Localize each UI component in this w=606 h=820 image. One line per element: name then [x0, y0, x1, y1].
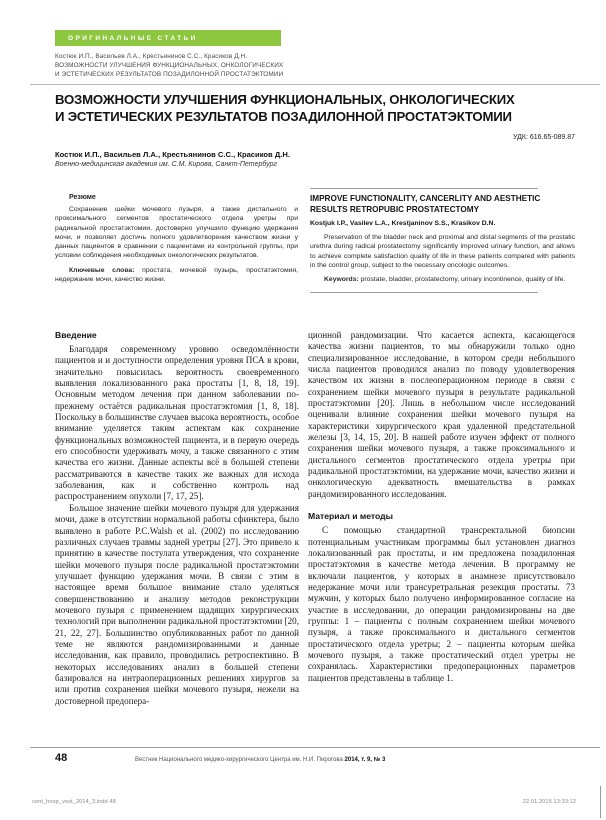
running-head-title-line2: И ЭСТЕТИЧЕСКИХ РЕЗУЛЬТАТОВ ПОЗАДИЛОННОЙ ПРОСТАТЭКТОМИИ	[55, 70, 284, 78]
abstract-ru-keywords	[55, 266, 298, 285]
abstract-en-title-line1: IMPROVE FUNCTIONALITY, CANCERLITY AND AESTHETIC	[310, 194, 541, 203]
article-authors: Костюк И.П., Васильев Л.А., Крестьянинов С.С., Красиков Д.Н.	[55, 150, 290, 159]
abstract-en-title	[310, 194, 575, 215]
section-heading-introduction: Введение	[55, 330, 97, 340]
abstract-ru-text: Сохранение шейки мочевого пузыря, а также дистального и проксимального сегментов простатического отдела уретры при радикальной простатэктомии, достоверно улучшило функцию удержания мочи, и позволяет достичь полного удовлетворения качеством жизни у данных пациентов в сравнении с пациентами из контрольной группы, при условии соблюдения необходимых онкологических результатов.	[55, 206, 298, 260]
crop-mark	[600, 786, 601, 818]
section-heading-methods: Материал и методы	[308, 511, 393, 522]
print-file-mark: cent_hosp_vest_2014_3.indd 48	[32, 799, 116, 805]
abstract-section	[55, 188, 575, 293]
abstract-english	[310, 188, 575, 293]
abstract-en-bottom-rule	[310, 292, 538, 293]
running-head-authors: Костюк И.П., Васильев Л.А., Крестьянинов С.С., Красиков Д.Н.	[55, 53, 248, 60]
body-paragraph: С помощью стандартной трансректальной биопсии потенциальным участникам программы был установлен диагноз локализованный рак простаты, и им предложена позадилонная простатэктомия в качестве метода лечения. В программу не включали пациентов, у которых в анамнезе присутствовало недержание мочи или трансуретральная резекция простаты. 73 мужчин, у которых было получено информированное согласие на участие в исследовании, до операции рандомизированы на две группы: 1 – пациенты с полным сохранением шейки мочевого пузыря, а также проксимального и дистального сегментов простатического отдела уретры; 2 – пациенты которым шейка мочевого пузыря, а также простатический отдел уретры не сохранялась. Характеристики предоперационных параметров пациентов представлены в таблице 1.	[308, 525, 575, 683]
abstract-ru-keywords-label: Ключевые слова:	[69, 266, 135, 274]
section-badge: ОРИГИНАЛЬНЫЕ СТАТЬИ	[55, 30, 281, 46]
running-head-title-line1: ВОЗМОЖНОСТИ УЛУЧШЕНИЯ ФУНКЦИОНАЛЬНЫХ, ОНКОЛОГИЧЕСКИХ	[55, 61, 284, 69]
body-column-right	[308, 330, 575, 744]
journal-footer	[135, 757, 385, 763]
abstract-russian	[55, 188, 298, 293]
journal-issue: 2014, т. 9, № 3	[344, 757, 386, 763]
abstract-en-keywords-label: Keywords:	[324, 276, 359, 284]
running-head	[55, 53, 283, 79]
abstract-en-keywords-text: prostate, bladder, prostatectomy, urinary incontinence, quality of life.	[358, 276, 566, 284]
abstract-en-keywords	[310, 275, 575, 284]
abstract-en-text: Preservation of the bladder neck and proximal and distal segments of the prostatic urethra during radical prostatectomy significantly improved urinary function, and allows to achieve complete satisfaction quality of life in these patients compared with patients in the control group, subject to the necessary oncologic outcomes.	[310, 234, 575, 270]
article-body	[55, 330, 575, 744]
header-divider	[30, 84, 600, 85]
body-paragraph: Большое значение шейки мочевого пузыря для удержания мочи, даже в отсутствии нормальной работы сфинктера, было выявлено в работе P.C.Walsh et al. (2002) по исследованию различных случаев травмы задней уретры [27]. Это привело к принятию в качестве постулата утверждения, что сохранение шейки мочевого пузыря после радикальной простатэктомии улучшает функцию удержания мочи. В связи с этим в настоящее время большое внимание стало уделяться совершенствованию и анализу методов реконструкции мочевого пузыря с применением щадящих хирургических технологий при выполнении радикальной простатэктомии [20, 21, 22, 27]. Большинство опубликованных работ по данной теме не являются рандомизированными и данные исследования, как правило, проводились ретроспективно. В некоторых исследованиях анализ в большей степени базировался на интраоперационных решениях хирургов за или против сохранения шейки мочевого пузыря, нежели на достоверной предопера-	[55, 502, 299, 706]
print-timestamp-mark: 22.01.2015 13:33:12	[522, 799, 576, 805]
footer-divider	[30, 747, 600, 748]
page-number: 48	[55, 752, 68, 764]
body-paragraph: Благодаря современному уровню осведомлённости пациентов и и доступности определения уровня ПСА в крови, значительно повысилась вероятность своевременного выявления локализованного рака простаты [1, 8, 18, 19]. Основным методом лечения при данном заболевании по-прежнему остаётся радикальная простатэктомия [1, 8, 18]. Поскольку в большинстве случаев высока вероятность, особое внимание уделяется таким аспектам как сохранение функциональных возможностей пациента, и в первую очередь его способности удерживать мочу, а также связанного с этим качества его жизни. Данные аспекты всё в большей степени рассматриваются в качестве таких же важных для исхода заболевания, как и собственно контроль над распространением опухоли [7, 17, 25].	[55, 344, 299, 502]
article-affiliation: Военно-медицинская академия им. С.М. Кирова, Санкт-Петербург	[55, 161, 277, 168]
article-title-line1: ВОЗМОЖНОСТИ УЛУЧШЕНИЯ ФУНКЦИОНАЛЬНЫХ, ОНКОЛОГИЧЕСКИХ	[55, 92, 515, 107]
journal-name: Вестник Национального медико-хирургического Центра им. Н.И. Пирогова	[135, 757, 345, 763]
abstract-en-authors: Kostjuk I.P., Vasilev L.A., Krestjaninov S.S., Krasikov D.N.	[310, 220, 496, 228]
abstract-ru-keywords-text: простата, мочевой пузырь, простатэктомия, недержание мочи, качество жизни.	[55, 266, 298, 284]
article-title	[55, 92, 535, 125]
body-paragraph-continuation: ционной рандомизации. Что касается аспекта, касающегося качества жизни пациентов, то мы обнаружили только одно специализированное исследование, в котором среди небольшого числа пациентов проводился анализ по поводу удовлетворения качеством их жизни в послеоперационном периоде в связи с сохранением шейки мочевого пузыря в результате радикальной простатэктомии [20]. Лишь в небольшом числе исследований оценивали влияние сохранения шейки мочевого пузыря на характеристики хирургического края удаленной предстательной железы [3, 14, 15, 20]. В нашей работе изучен эффект от полного сохранения шейки мочевого пузыря, а также проксимального и дистального сегментов простатического отдела уретры при радикальной простатэктомии, на удержание мочи, качество жизни и онкологическую адекватность вмешательства в рамках рандомизированного исследования.	[308, 330, 575, 499]
body-column-left	[55, 330, 299, 744]
abstract-en-top-rule	[310, 188, 538, 189]
abstract-en-title-line2: RESULTS RETROPUBIC PROSTATECTOMY	[310, 204, 480, 214]
article-title-line2: И ЭСТЕТИЧЕСКИХ РЕЗУЛЬТАТОВ ПОЗАДИЛОННОЙ ПРОСТАТЭКТОМИИ	[55, 108, 512, 124]
udc-code: УДК: 616.65-089.87	[513, 134, 575, 141]
abstract-ru-heading: Резюме	[69, 194, 96, 201]
